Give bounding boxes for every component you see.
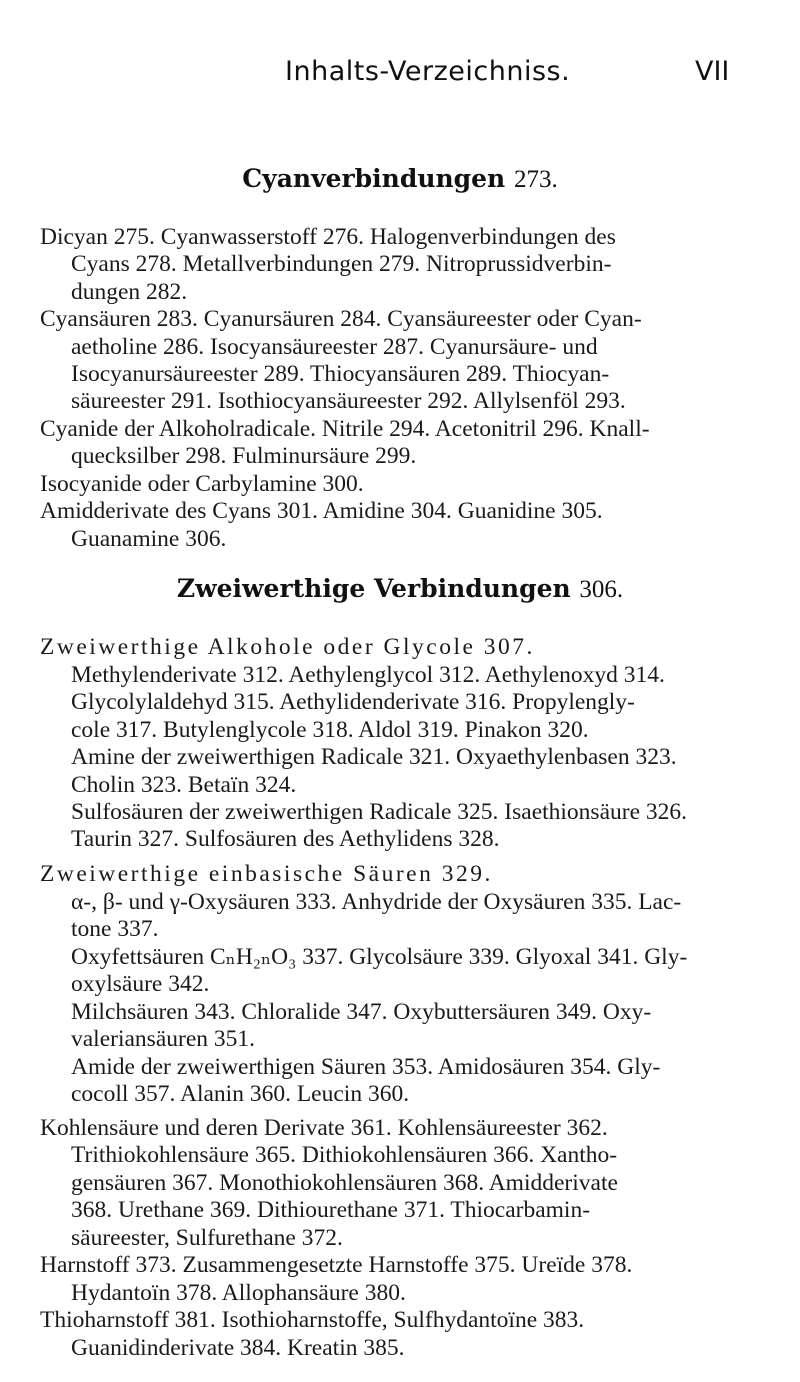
section-heading-title: Zweiwerthige Verbindungen bbox=[176, 573, 571, 603]
toc-entry bbox=[40, 1307, 780, 1362]
section-heading-cyanverbindungen bbox=[0, 164, 800, 194]
running-head bbox=[0, 56, 800, 96]
toc-line: säureester, Sulfurethane 372. bbox=[71, 1224, 343, 1251]
section-heading-page: 306. bbox=[579, 575, 624, 603]
section-heading-zweiwerthige-verbindungen bbox=[0, 574, 800, 604]
toc-line: Zweiwerthige Alkohole oder Glycole 307. bbox=[40, 634, 535, 661]
toc-entry bbox=[40, 662, 780, 744]
toc-entry bbox=[40, 889, 780, 944]
toc-line: Amine der zweiwerthigen Radicale 321. Oxyaethylenbasen 323. bbox=[71, 744, 677, 771]
toc-line: Isocyanide oder Carbylamine 300. bbox=[40, 470, 364, 497]
toc-line: Harnstoff 373. Zusammengesetzte Harnstoffe 375. Ureïde 378. bbox=[40, 1252, 633, 1279]
toc-line: aetholine 286. Isocyansäureester 287. Cyanursäure- und bbox=[71, 333, 598, 360]
running-title: Inhalts-Verzeichniss. bbox=[285, 56, 571, 87]
toc-line: 368. Urethane 369. Dithiourethane 371. Thiocarbamin- bbox=[71, 1197, 591, 1224]
toc-line: tone 337. bbox=[71, 916, 159, 943]
toc-entry bbox=[40, 1054, 780, 1109]
toc-line: Methylenderivate 312. Aethylenglycol 312. Aethylenoxyd 314. bbox=[71, 661, 665, 688]
toc-entry bbox=[40, 744, 780, 799]
toc-line: Cyanide der Alkoholradicale. Nitrile 294. Acetonitril 296. Knall- bbox=[40, 415, 650, 442]
toc-line: Amidderivate des Cyans 301. Amidine 304. Guanidine 305. bbox=[40, 498, 603, 525]
toc-line: gensäuren 367. Monothiokohlensäuren 368. Amidderivate bbox=[71, 1169, 618, 1196]
toc-entry bbox=[40, 224, 780, 306]
toc-line: Zweiwerthige einbasische Säuren 329. bbox=[40, 861, 493, 888]
toc-entry bbox=[40, 1252, 780, 1307]
toc-line: quecksilber 298. Fulminursäure 299. bbox=[71, 443, 417, 470]
toc-line: valeriansäuren 351. bbox=[71, 1026, 256, 1053]
toc-line: Dicyan 275. Cyanwasserstoff 276. Halogenverbindungen des bbox=[40, 223, 616, 250]
toc-entry bbox=[40, 944, 780, 999]
toc-line: Amide der zweiwerthigen Säuren 353. Amidosäuren 354. Gly- bbox=[71, 1053, 661, 1080]
toc-line: dungen 282. bbox=[71, 278, 188, 305]
toc-line: Cyansäuren 283. Cyanursäuren 284. Cyansäureester oder Cyan- bbox=[40, 306, 642, 333]
toc-entry bbox=[40, 861, 780, 888]
toc-line: cocoll 357. Alanin 360. Leucin 360. bbox=[71, 1080, 410, 1107]
toc-line: Kohlensäure und deren Derivate 361. Kohlensäureester 362. bbox=[40, 1115, 608, 1142]
toc-line: säureester 291. Isothiocyansäureester 292. Allylsenföl 293. bbox=[71, 388, 626, 415]
toc-line: Guanidinderivate 384. Kreatin 385. bbox=[71, 1334, 405, 1361]
toc-line: Hydantoïn 378. Allophansäure 380. bbox=[71, 1279, 406, 1306]
toc-line: Cholin 323. Betaïn 324. bbox=[71, 771, 297, 798]
toc-line: Cyans 278. Metallverbindungen 279. Nitroprussidverbin- bbox=[71, 251, 612, 278]
toc-line: oxylsäure 342. bbox=[71, 971, 210, 998]
toc-line: Isocyanursäureester 289. Thiocyansäuren 289. Thiocyan- bbox=[71, 360, 610, 387]
toc-line: Milchsäuren 343. Chloralide 347. Oxybuttersäuren 349. Oxy- bbox=[71, 998, 652, 1025]
section-heading-title: Cyanverbindungen bbox=[242, 164, 506, 194]
toc-entry bbox=[40, 471, 780, 498]
toc-entry bbox=[40, 498, 780, 553]
section-heading-page: 273. bbox=[513, 166, 558, 194]
toc-line: Glycolylaldehyd 315. Aethylidenderivate 316. Propylengly- bbox=[71, 689, 635, 716]
toc-entry bbox=[40, 1115, 780, 1252]
toc-line: Trithiokohlensäure 365. Dithiokohlensäuren 366. Xantho- bbox=[71, 1142, 618, 1169]
page-number: VII bbox=[695, 56, 730, 87]
toc-line: α-, β- und γ-Oxysäuren 333. Anhydride der Oxysäuren 335. Lac- bbox=[71, 888, 682, 915]
toc-entry bbox=[40, 306, 780, 416]
toc-line: Guanamine 306. bbox=[71, 525, 227, 552]
toc-line: Oxyfettsäuren CₙH₂ₙO₃ 337. Glycolsäure 339. Glyoxal 341. Gly- bbox=[71, 943, 688, 970]
toc-line: Sulfosäuren der zweiwerthigen Radicale 325. Isaethionsäure 326. bbox=[71, 799, 688, 826]
toc-line: Taurin 327. Sulfosäuren des Aethylidens 328. bbox=[71, 826, 500, 853]
toc-entry bbox=[40, 416, 780, 471]
toc-entry bbox=[40, 999, 780, 1054]
toc-line: cole 317. Butylenglycole 318. Aldol 319. Pinakon 320. bbox=[71, 716, 589, 743]
toc-entry bbox=[40, 634, 780, 661]
toc-line: Thioharnstoff 381. Isothioharnstoffe, Sulfhydantoïne 383. bbox=[40, 1307, 585, 1334]
toc-entry bbox=[40, 799, 780, 854]
